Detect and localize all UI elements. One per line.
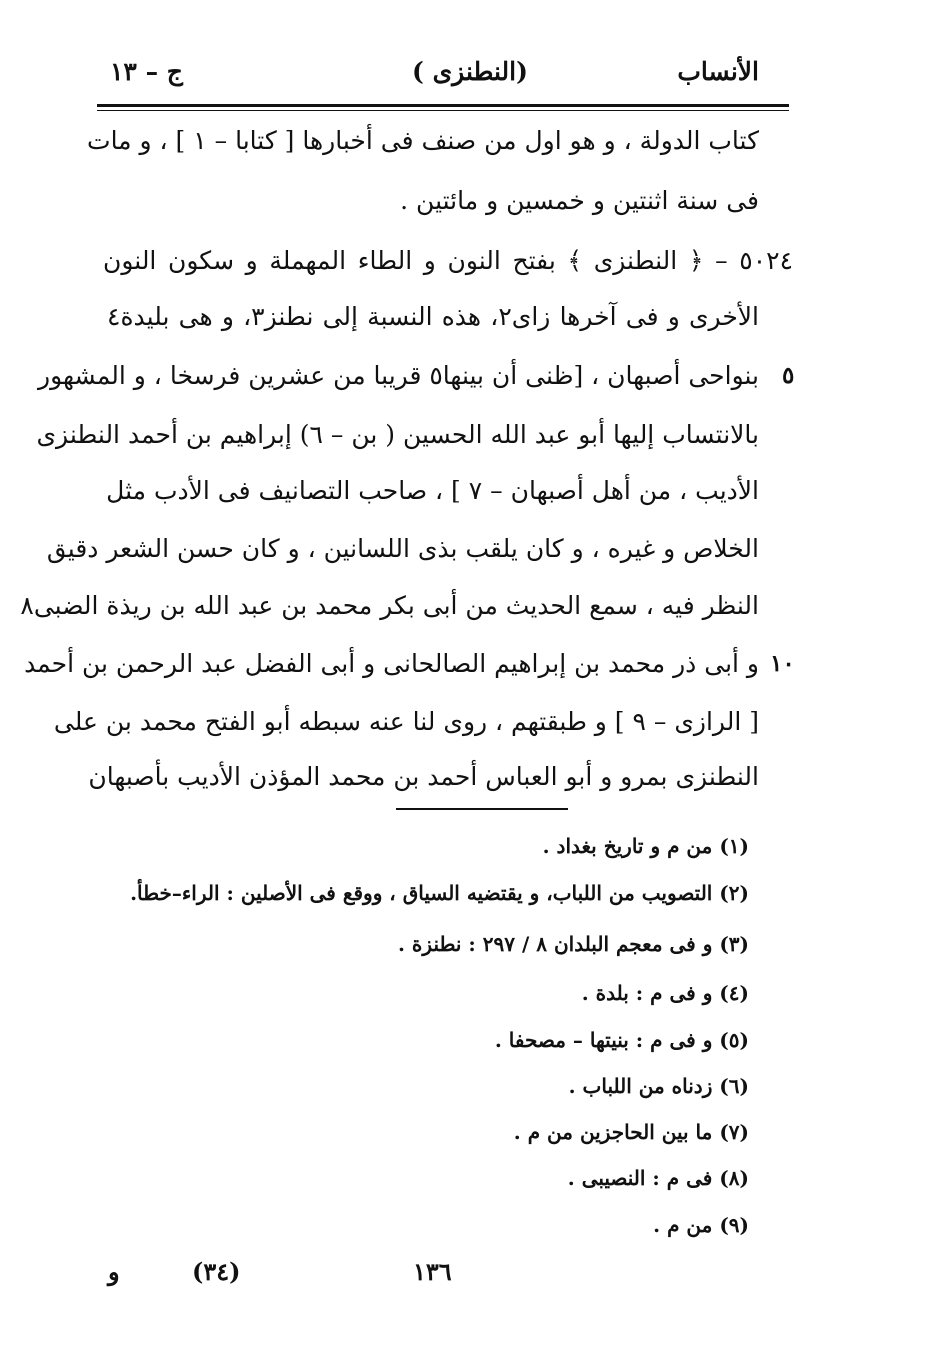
body-line-6: بالانتساب إليها أبو عبد الله الحسين ( بن – ٦) إبراهيم بن أحمد النطنزى [36,420,759,449]
footnote-4: (٤) و فى م : بلدة . [581,981,749,1005]
header-rule-thick [97,104,789,107]
body-line-12: النطنزى بمرو و أبو العباس أحمد بن محمد المؤذن الأديب بأصبهان [88,762,759,791]
entry-heading: (النطنزى ) [412,57,528,86]
body-line-3-entry-start: ٥٠٢٤ – ﴿ النطنزى ﴾ بفتح النون و الطاء المهملة و سكون النون [103,246,793,275]
footnote-6: (٦) زدناه من اللباب . [568,1074,749,1098]
body-line-10: و أبى ذر محمد بن إبراهيم الصالحانى و أبى الفضل عبد الرحمن بن أحمد [24,649,759,678]
footnote-1: (١) من م و تاريخ بغداد . [542,834,749,858]
body-line-11: [ الرازى – ٩ ] و طبقتهم ، روى لنا عنه سبطه أبو الفتح محمد بن على [53,707,759,736]
line-number-5: ٥ [782,362,795,389]
body-line-8: الخلاص و غيره ، و كان يلقب بذى اللسانين ، و كان حسن الشعر دقيق [46,534,759,563]
body-line-4: الأخرى و فى آخرها زاى٢، هذه النسبة إلى نطنز٣، و هى بليدة٤ [107,302,759,331]
name-underline [396,808,568,810]
body-line-7: الأديب ، من أهل أصبهان – ٧ ] ، صاحب التصانيف فى الأدب مثل [106,476,759,505]
line-number-10: ١٠ [770,650,795,677]
body-line-9: النظر فيه ، سمع الحديث من أبى بكر محمد بن عبد الله بن ريذة الضبى٨ [20,591,759,620]
body-line-5: بنواحى أصبهان ، [ظنى أن بينها٥ قريبا من عشرين فرسخا ، و المشهور [38,361,759,390]
body-line-2: فى سنة اثنتين و خمسين و مائتين . [400,186,759,215]
footnote-5: (٥) و فى م : بنيتها – مصحفا . [494,1028,749,1052]
volume-number: ج – ١٣ [110,57,183,86]
footnote-2: (٢) التصويب من اللباب، و يقتضيه السياق ، ووقع فى الأصلين : الراء–خطأ. [130,881,749,905]
body-line-1: كتاب الدولة ، و هو اول من صنف فى أخبارها [ كتابا – ١ ] ، و مات [87,126,759,155]
footnote-9: (٩) من م . [653,1213,749,1237]
footnote-8: (٨) فى م : النصيبى . [567,1166,749,1190]
footnote-7: (٧) ما بين الحاجزين من م . [513,1120,749,1144]
running-title: الأنساب [677,57,759,86]
signature-mark: (٣٤) [192,1257,241,1286]
footnote-3: (٣) و فى معجم البلدان ٨ / ٢٩٧ : نطنزة . [398,932,749,956]
catchword: و [108,1257,120,1286]
page-number: ١٣٦ [413,1257,452,1286]
